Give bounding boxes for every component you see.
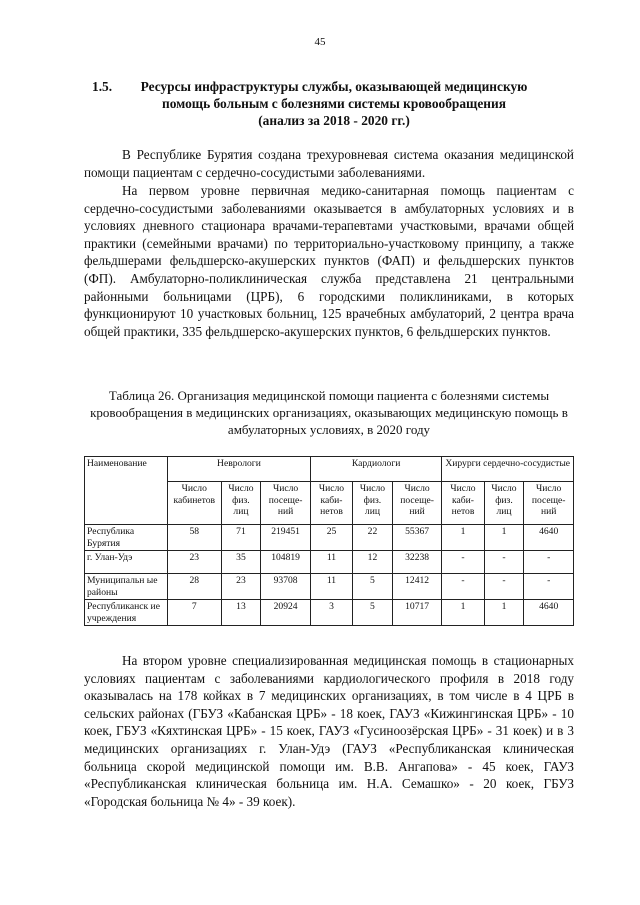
table-cell: 1 bbox=[442, 600, 484, 626]
section-heading bbox=[84, 78, 584, 129]
paragraph-first-level: На первом уровне первичная медико-санитарная помощь пациентам с сердечно-сосудистыми заболеваниями оказывается в амбулаторных условиях и в условиях дневного стационара врачами-терапевтами участковыми, врачами общей практики (семейными врачами) по территориально-участковому принципу, а также фельдшерами фельдшерско-акушерских пунктов (ФАП) и фельдшерских пунктов (ФП). Амбулаторно-поликлиническая служба представлена 21 центральными районными больницами (ЦРБ), 6 городскими поликлиниками, в которых функционируют 10 участковых больниц, 125 врачебных амбулаторий, 2 центра врача общей практики, 335 фельдшерско-акушерских пунктов, 6 фельдшерских пунктов. bbox=[84, 183, 574, 339]
table-cell: 3 bbox=[310, 600, 352, 626]
table-cell: 4640 bbox=[524, 525, 574, 551]
table-row bbox=[85, 600, 574, 626]
group-header-cardiologists: Кардиологи bbox=[310, 457, 442, 482]
subheader: Число посеще-ний bbox=[261, 482, 311, 525]
subheader: Число каби-нетов bbox=[310, 482, 352, 525]
table-cell: 104819 bbox=[261, 551, 311, 574]
table-cell: 32238 bbox=[392, 551, 442, 574]
table-body bbox=[85, 525, 574, 626]
table-cell: 13 bbox=[221, 600, 261, 626]
table-cell: 7 bbox=[168, 600, 222, 626]
table-cell: 1 bbox=[484, 525, 524, 551]
table-cell: - bbox=[442, 551, 484, 574]
heading-line-1: Ресурсы инфраструктуры службы, оказывающей медицинскую bbox=[140, 79, 528, 94]
table-cell: - bbox=[524, 551, 574, 574]
section-number: 1.5. bbox=[92, 79, 113, 94]
table-cell: 219451 bbox=[261, 525, 311, 551]
row-name: г. Улан-Удэ bbox=[85, 551, 168, 574]
table-row bbox=[85, 574, 574, 600]
table-cell: 12412 bbox=[392, 574, 442, 600]
paragraph-system: В Республике Бурятия создана трехуровневая система оказания медицинской помощи пациентам с сердечно-сосудистыми заболеваниями. bbox=[84, 147, 574, 180]
subheader: Число физ. лиц bbox=[484, 482, 524, 525]
name-column-header: Наименование bbox=[85, 457, 168, 525]
table-cell: 20924 bbox=[261, 600, 311, 626]
paragraph-second-level: На втором уровне специализированная медицинская помощь в стационарных условиях пациентам с заболеваниями кардиологического профиля в 2018 году оказывалась на 178 койках в 7 медицинских организациях, в том числе в 4 ЦРБ в сельских районах (ГБУЗ «Кабанская ЦРБ» - 18 коек, ГАУЗ «Кижингинская ЦРБ» - 10 коек, ГБУЗ «Кяхтинская ЦРБ» - 15 коек, ГАУЗ «Гусиноозёрская ЦРБ» - 31 коек) и в 3 медицинских организациях г. Улан-Удэ (ГАУЗ «Республиканская клиническая больница скорой медицинской помощи им. В.В. Ангапова» - 45 коек, ГАУЗ «Республиканская клиническая больница им. Н.А. Семашко» - 20 коек, ГБУЗ «Городская больница № 4» - 39 коек). bbox=[84, 653, 574, 809]
table-cell: 12 bbox=[353, 551, 393, 574]
table-cell: - bbox=[524, 574, 574, 600]
table-cell: 1 bbox=[484, 600, 524, 626]
table-cell: 55367 bbox=[392, 525, 442, 551]
table-row bbox=[85, 525, 574, 551]
subheader: Число посеще-ний bbox=[524, 482, 574, 525]
table-cell: 22 bbox=[353, 525, 393, 551]
table-cell: 35 bbox=[221, 551, 261, 574]
table-row bbox=[85, 551, 574, 574]
table-cell: 23 bbox=[168, 551, 222, 574]
table-cell: 23 bbox=[221, 574, 261, 600]
row-name: Республика Бурятия bbox=[85, 525, 168, 551]
row-name: Республиканск ие учреждения bbox=[85, 600, 168, 626]
subheader: Число физ. лиц bbox=[221, 482, 261, 525]
table-cell: 10717 bbox=[392, 600, 442, 626]
page-number: 45 bbox=[314, 36, 326, 48]
table-caption: Таблица 26. Организация медицинской помощи пациента с болезнями системы кровообращения в медицинских организациях, оказывающих медицинскую помощь в амбулаторных условиях, в 2020 году bbox=[90, 388, 568, 437]
resources-table bbox=[84, 456, 574, 626]
table-cell: 5 bbox=[353, 574, 393, 600]
table-cell: 1 bbox=[442, 525, 484, 551]
table-cell: 5 bbox=[353, 600, 393, 626]
table-cell: 93708 bbox=[261, 574, 311, 600]
group-header-neurologists: Неврологи bbox=[168, 457, 311, 482]
subheader: Число кабинетов bbox=[168, 482, 222, 525]
row-name: Муниципальн ые районы bbox=[85, 574, 168, 600]
table-cell: 11 bbox=[310, 574, 352, 600]
heading-line-2: помощь больным с болезнями системы кровообращения bbox=[162, 96, 506, 111]
heading-line-3: (анализ за 2018 - 2020 гг.) bbox=[258, 113, 410, 128]
table-cell: 71 bbox=[221, 525, 261, 551]
subheader: Число посеще-ний bbox=[392, 482, 442, 525]
table-cell: - bbox=[484, 574, 524, 600]
table-cell: 25 bbox=[310, 525, 352, 551]
table-cell: 11 bbox=[310, 551, 352, 574]
table-cell: 28 bbox=[168, 574, 222, 600]
table-cell: - bbox=[442, 574, 484, 600]
table-cell: 4640 bbox=[524, 600, 574, 626]
table-cell: - bbox=[484, 551, 524, 574]
subheader: Число физ. лиц bbox=[353, 482, 393, 525]
group-header-surgeons: Хирурги сердечно-сосудистые bbox=[442, 457, 574, 482]
table-cell: 58 bbox=[168, 525, 222, 551]
subheader: Число каби-нетов bbox=[442, 482, 484, 525]
